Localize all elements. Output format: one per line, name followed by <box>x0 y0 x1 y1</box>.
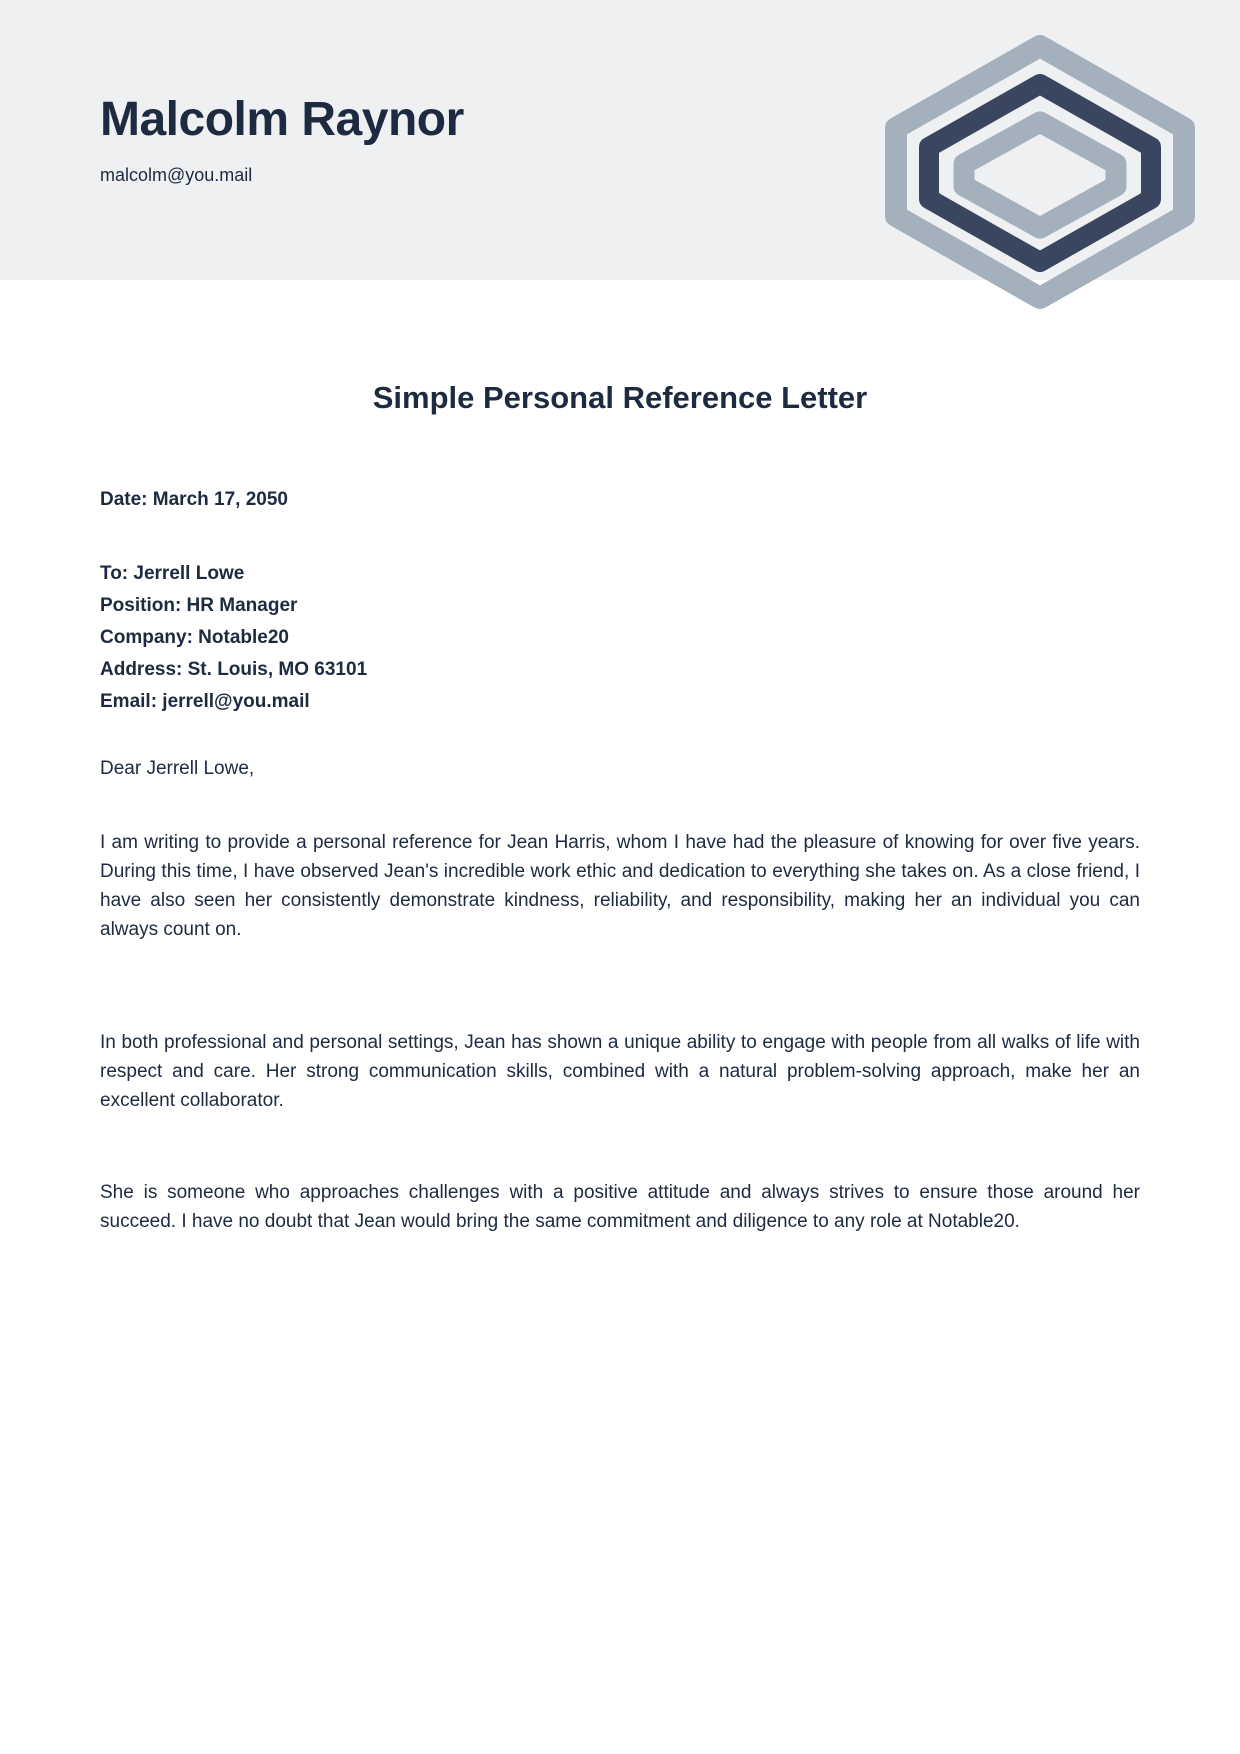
recipient-position: Position: HR Manager <box>100 595 298 616</box>
sender-name: Malcolm Raynor <box>100 93 464 146</box>
hexagon-logo-icon <box>884 34 1196 310</box>
recipient-email: Email: jerrell@you.mail <box>100 691 310 712</box>
letter-date: Date: March 17, 2050 <box>100 489 288 510</box>
recipient-block <box>100 558 367 718</box>
recipient-name: To: Jerrell Lowe <box>100 563 245 584</box>
sender-email: malcolm@you.mail <box>100 165 253 185</box>
recipient-address: Address: St. Louis, MO 63101 <box>100 659 368 680</box>
body-paragraph: I am writing to provide a personal reference for Jean Harris, whom I have had the pleasure of knowing for over five years. During this time, I have observed Jean's incredible work ethic and dedication to everything she takes on. As a close friend, I have also seen her consistently demonstrate kindness, reliability, and responsibility, making her an individual you can always count on. <box>100 832 1140 940</box>
body-paragraph: She is someone who approaches challenges with a positive attitude and always strives to ensure those around her succeed. I have no doubt that Jean would bring the same commitment and diligence to any role at Notable20. <box>100 1182 1140 1232</box>
document-title: Simple Personal Reference Letter <box>372 380 868 415</box>
salutation: Dear Jerrell Lowe, <box>100 758 255 779</box>
body-paragraph: In both professional and personal settings, Jean has shown a unique ability to engage with people from all walks of life with respect and care. Her strong communication skills, combined with a natural problem-solving approach, make her an excellent collaborator. <box>100 1032 1140 1111</box>
recipient-company: Company: Notable20 <box>100 627 289 648</box>
